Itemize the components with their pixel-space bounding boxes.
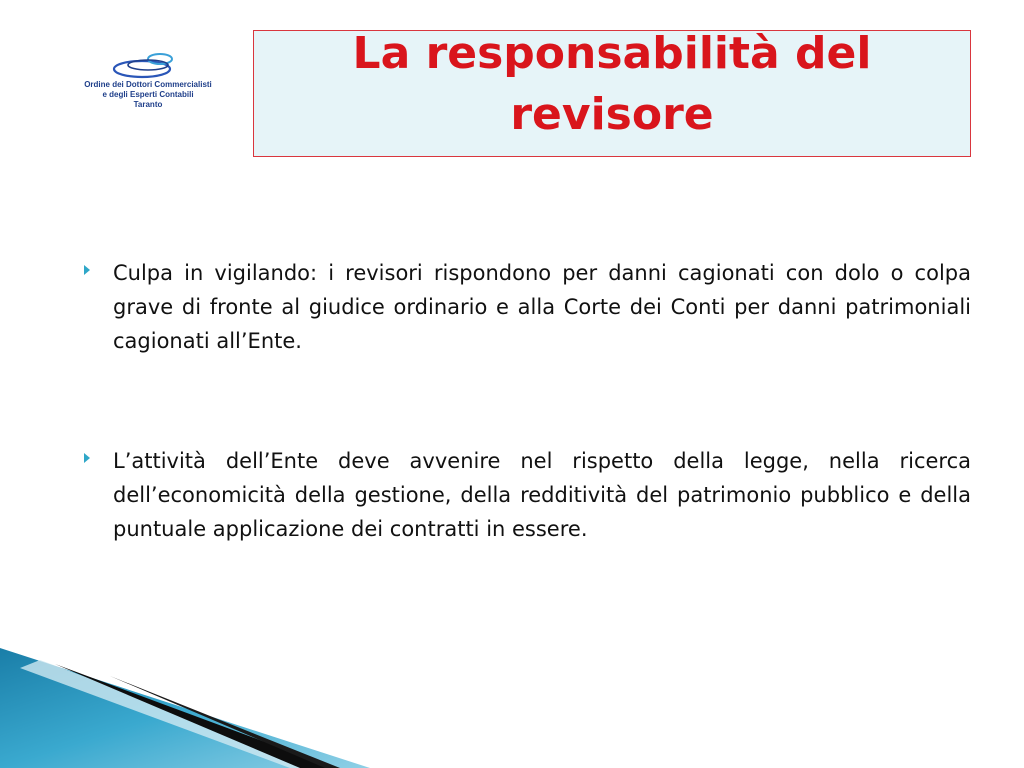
title-box — [253, 30, 971, 157]
logo-text — [58, 80, 238, 110]
slide-title — [254, 30, 970, 145]
triangle-bullet-icon — [84, 265, 90, 275]
logo-swoosh-icon — [108, 50, 188, 80]
logo-line-3: Taranto — [133, 100, 163, 109]
title-line-1: La responsabilità del — [352, 30, 872, 79]
bullet-text: L’attività dell’Ente deve avvenire nel rispetto della legge, nella ricerca dell’economicità della gestione, della redditività del patrimonio pubblico e della puntuale applicazione dei contratti in essere. — [113, 449, 971, 541]
triangle-bullet-icon — [84, 453, 90, 463]
title-line-2: revisore — [510, 89, 714, 140]
bullet-text: Culpa in vigilando: i revisori rispondono per danni cagionati con dolo o colpa grave di fronte al giudice ordinario e alla Corte dei Conti per danni patrimoniali cagionati all’Ente. — [113, 261, 971, 353]
logo-line-1: Ordine dei Dottori Commercialisti — [84, 80, 212, 89]
logo-line-2: e degli Esperti Contabili — [102, 90, 194, 99]
organization-logo — [58, 50, 238, 118]
